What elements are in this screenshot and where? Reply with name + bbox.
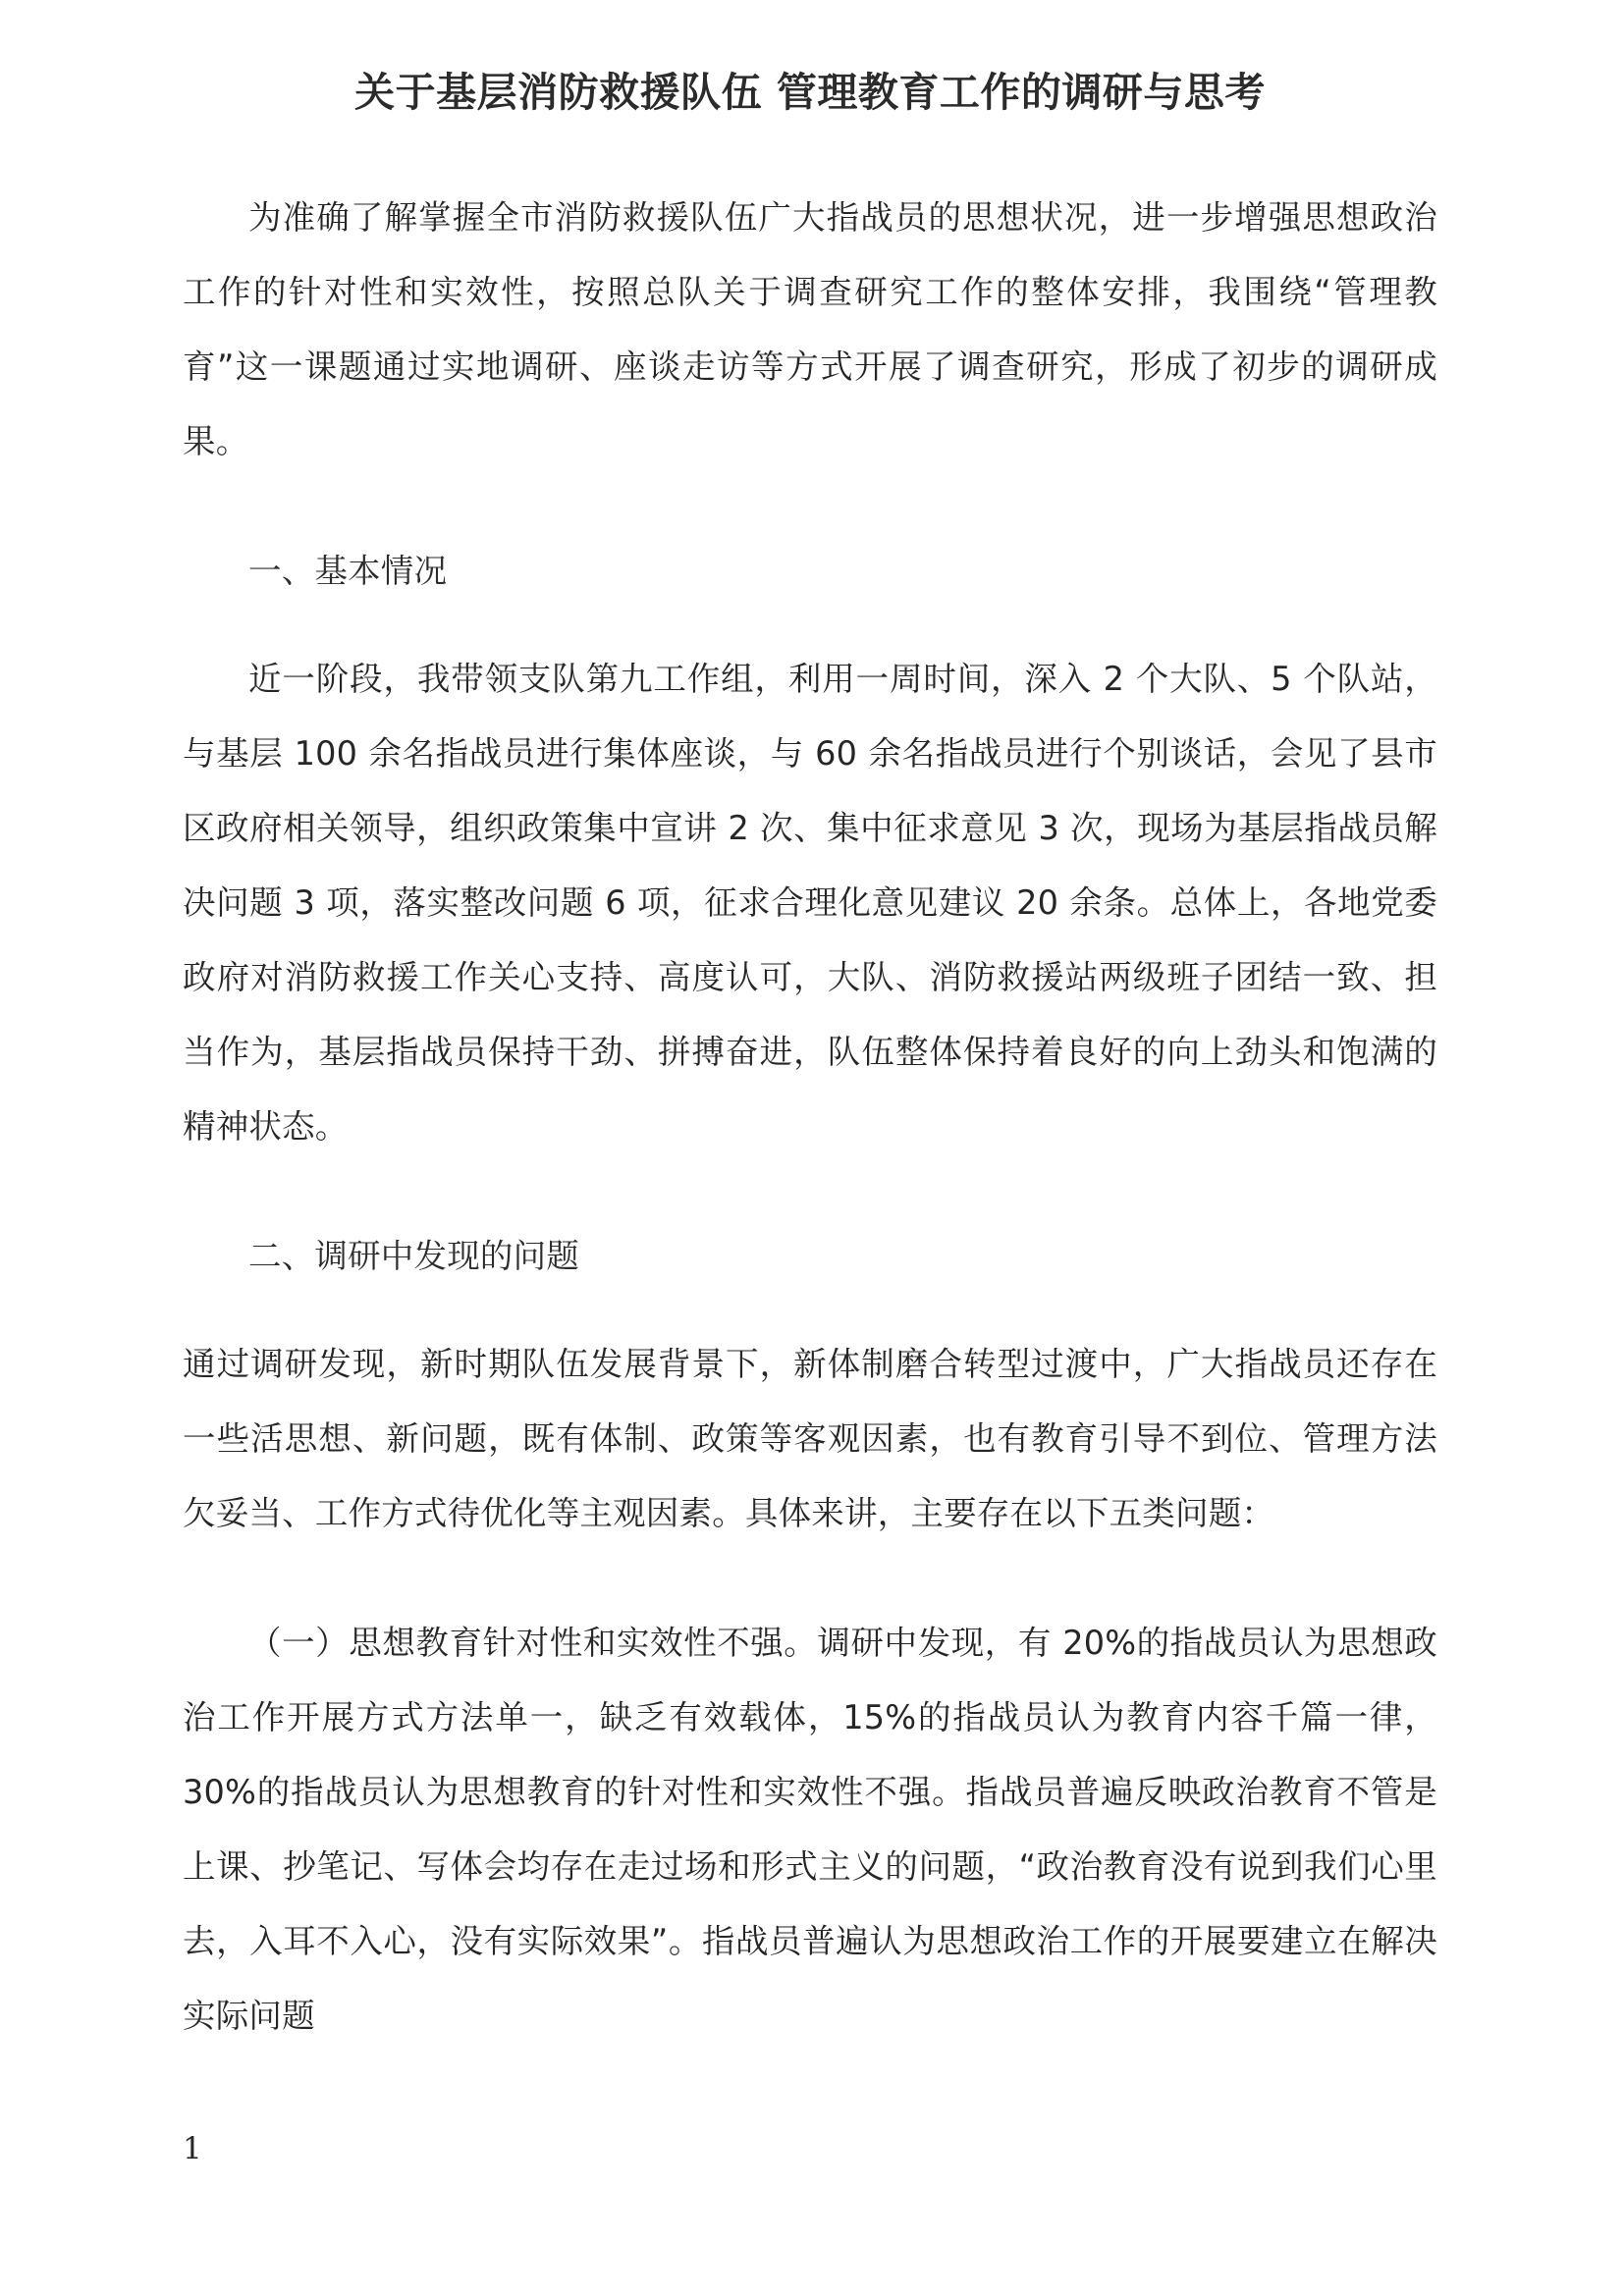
document-body xyxy=(183,63,1437,2087)
spacer xyxy=(183,1584,1437,1606)
page-number: 1 xyxy=(183,2131,202,2166)
paragraph-item-one: （一）思想教育针对性和实效性不强。调研中发现，有 20%的指战员认为思想政治工作开展方式方法单一，缺乏有效载体，15%的指战员认为教育内容千篇一律，30%的指战员认为思想教育的针对性和实效性不强。指战员普遍反映政治教育不管是上课、抄笔记、写体会均存在走过场和形式主义的问题，“政治教育没有说到我们心里去，入耳不入心，没有实际效果”。指战员普遍认为思想政治工作的开展要建立在解决实际问题 xyxy=(183,1623,1437,2035)
section-heading-two: 二、调研中发现的问题 xyxy=(248,1236,579,1275)
spacer xyxy=(183,512,1437,534)
paragraph-intro: 为准确了解掌握全市消防救援队伍广大指战员的思想状况，进一步增强思想政治工作的针对性和实效性，按照总队关于调查研究工作的整体安排，我围绕“管理教育”这一课题通过实地调研、座谈走访等方式开展了调查研究，形成了初步的调研成果。 xyxy=(183,197,1437,460)
section-heading-one: 一、基本情况 xyxy=(248,551,448,590)
page-title: 关于基层消防救援队伍 管理教育工作的调研与思考 xyxy=(354,69,1266,116)
paragraph-section-two-body: 通过调研发现，新时期队伍发展背景下，新体制磨合转型过渡中，广大指战员还存在一些活思想、新问题，既有体制、政策等客观因素，也有教育引导不到位、管理方法欠妥当、工作方式待优化等主观因素。具体来讲，主要存在以下五类问题： xyxy=(183,1344,1437,1532)
paragraph-section-one-body: 近一阶段，我带领支队第九工作组，利用一周时间，深入 2 个大队、5 个队站，与基层 100 余名指战员进行集体座谈，与 60 余名指战员进行个别谈话，会见了县市区政府相关领导，组织政策集中宣讲 2 次、集中征求意见 3 次，现场为基层指战员解决问题 3 项，落实整改问题 6 项，征求合理化意见建议 20 余条。总体上，各地党委政府对消防救援工作关心支持、高度认可，大队、消防救援站两级班子团结一致、担当作为，基层指战员保持干劲、拼搏奋进，队伍整体保持着良好的向上劲头和饱满的精神状态。 xyxy=(183,659,1437,1146)
spacer xyxy=(183,1198,1437,1219)
